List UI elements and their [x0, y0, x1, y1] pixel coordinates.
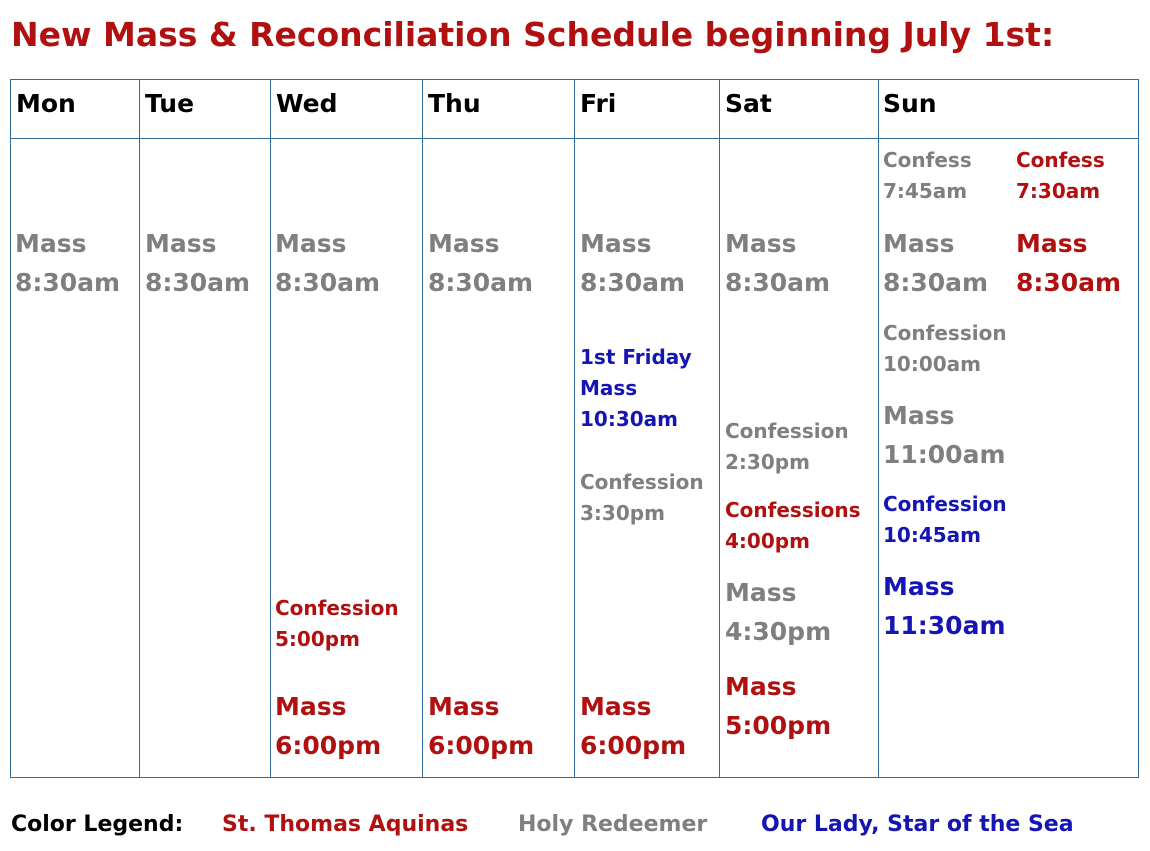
wed-mass-pm-entry: Mass 6:00pm	[275, 692, 382, 760]
sun-mass-1130-entry: Mass 11:30am	[883, 572, 1006, 640]
tue-mass-entry: Mass 8:30am	[145, 229, 251, 297]
fri-first-friday-entry: 1st Friday Mass 10:30am	[580, 345, 692, 431]
fri-confession-entry: Confession 3:30pm	[580, 470, 704, 525]
day-header-sat: Sat	[725, 89, 772, 118]
day-header-fri: Fri	[580, 89, 617, 118]
fri-mass-am-entry: Mass 8:30am	[580, 229, 686, 297]
sun-mass-830-hr-entry: Mass 8:30am	[883, 229, 989, 297]
column-divider	[574, 79, 575, 778]
legend-st-thomas-aquinas: St. Thomas Aquinas	[222, 812, 469, 837]
legend-holy-redeemer: Holy Redeemer	[518, 812, 708, 837]
thu-mass-am-entry: Mass 8:30am	[428, 229, 534, 297]
sat-confession-entry: Confession 2:30pm	[725, 419, 849, 474]
day-header-thu: Thu	[428, 89, 481, 118]
sun-confess-745-entry: Confess 7:45am	[883, 148, 972, 203]
page-title: New Mass & Reconciliation Schedule beginning July 1st:	[11, 15, 1055, 54]
sun-confession-1000-entry: Confession 10:00am	[883, 321, 1007, 376]
column-divider	[270, 79, 271, 778]
day-header-mon: Mon	[16, 89, 76, 118]
legend-label: Color Legend:	[11, 812, 184, 837]
sat-mass-am-entry: Mass 8:30am	[725, 229, 831, 297]
column-divider	[139, 79, 140, 778]
sun-mass-1100-entry: Mass 11:00am	[883, 401, 1006, 469]
column-divider	[878, 79, 879, 778]
fri-mass-pm-entry: Mass 6:00pm	[580, 692, 687, 760]
sun-confess-730-entry: Confess 7:30am	[1016, 148, 1105, 203]
sun-confession-1045-entry: Confession 10:45am	[883, 492, 1007, 547]
column-divider	[719, 79, 720, 778]
wed-confession-entry: Confession 5:00pm	[275, 596, 399, 651]
sat-mass-500-entry: Mass 5:00pm	[725, 672, 832, 740]
sat-mass-430-entry: Mass 4:30pm	[725, 578, 832, 646]
day-header-tue: Tue	[145, 89, 195, 118]
wed-mass-am-entry: Mass 8:30am	[275, 229, 381, 297]
day-header-sun: Sun	[883, 89, 937, 118]
sat-confessions-entry: Confessions 4:00pm	[725, 498, 861, 553]
day-header-wed: Wed	[276, 89, 338, 118]
thu-mass-pm-entry: Mass 6:00pm	[428, 692, 535, 760]
column-divider	[422, 79, 423, 778]
legend-our-lady-star-of-the-sea: Our Lady, Star of the Sea	[761, 812, 1074, 837]
sun-mass-830-sta-entry: Mass 8:30am	[1016, 229, 1122, 297]
mon-mass-entry: Mass 8:30am	[15, 229, 121, 297]
